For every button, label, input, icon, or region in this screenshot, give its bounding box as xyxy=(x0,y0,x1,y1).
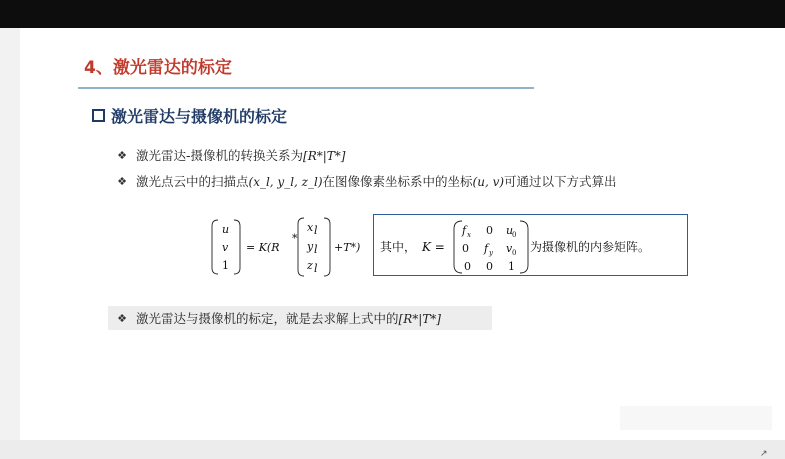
bullet-icon: ❖ xyxy=(117,174,127,188)
lhs-v: v xyxy=(222,241,229,254)
svg-text:v: v xyxy=(506,242,513,255)
corner-mark: ↗ xyxy=(760,449,768,459)
math-point: (x_l, y_l, z_l) xyxy=(248,175,323,189)
rhs-x: x xyxy=(307,221,314,234)
bullet-point-projection xyxy=(116,172,617,190)
svg-text:x: x xyxy=(467,231,471,239)
svg-text:1: 1 xyxy=(508,260,515,273)
title-divider xyxy=(78,87,534,89)
svg-text:0: 0 xyxy=(486,260,493,273)
rhs-z: z xyxy=(307,259,313,272)
intrinsic-matrix-note xyxy=(373,214,688,276)
svg-text:l: l xyxy=(314,224,318,237)
projection-equation xyxy=(210,216,378,278)
bullet-icon: ❖ xyxy=(117,148,127,162)
subheading-text: 激光雷达与摄像机的标定 xyxy=(111,107,288,126)
rhs-y: y xyxy=(307,240,314,253)
svg-text:0: 0 xyxy=(512,231,517,239)
k-label: K = xyxy=(422,240,445,254)
subheading xyxy=(92,104,287,127)
note-prefix: 其中， xyxy=(380,240,417,254)
equation-suffix: +T*) xyxy=(334,241,361,254)
svg-text:f: f xyxy=(484,242,489,255)
math-rt: [R*|T*] xyxy=(303,149,346,163)
slide xyxy=(20,28,785,459)
bullet-text: 激光雷达-摄像机的转换关系为[R*|T*] xyxy=(136,148,346,163)
svg-text:*: * xyxy=(292,232,298,245)
math-uv: (u, v) xyxy=(472,175,505,189)
bullet-icon: ❖ xyxy=(117,311,127,325)
checkbox-icon xyxy=(92,109,105,122)
highlight-bullet xyxy=(108,306,492,330)
svg-text:0: 0 xyxy=(462,242,469,255)
lhs-1: 1 xyxy=(222,259,229,272)
svg-text:l: l xyxy=(314,262,318,275)
svg-text:0: 0 xyxy=(486,224,493,237)
equation-prefix: = K(R xyxy=(246,241,280,254)
bullet-transform-relation xyxy=(116,146,345,164)
math-rt-highlight: [R*|T*] xyxy=(398,312,441,326)
svg-text:0: 0 xyxy=(464,260,471,273)
left-margin xyxy=(0,28,20,440)
lhs-u: u xyxy=(222,223,230,236)
svg-text:0: 0 xyxy=(512,249,517,257)
section-title: 4、激光雷达的标定 xyxy=(84,58,232,78)
svg-text:u: u xyxy=(506,224,514,237)
svg-text:l: l xyxy=(314,243,318,256)
note-suffix: 为摄像机的内参矩阵。 xyxy=(530,240,651,254)
footer-placeholder xyxy=(620,406,772,430)
highlight-text: 激光雷达与摄像机的标定，就是去求解上式中的[R*|T*] xyxy=(136,311,441,326)
bullet-text: 激光点云中的扫描点(x_l, y_l, z_l)在图像像素坐标系中的坐标(u, v)可通过以下方式算出 xyxy=(136,174,617,189)
top-bar xyxy=(0,0,785,28)
svg-text:f: f xyxy=(462,224,467,237)
svg-text:y: y xyxy=(489,249,493,257)
